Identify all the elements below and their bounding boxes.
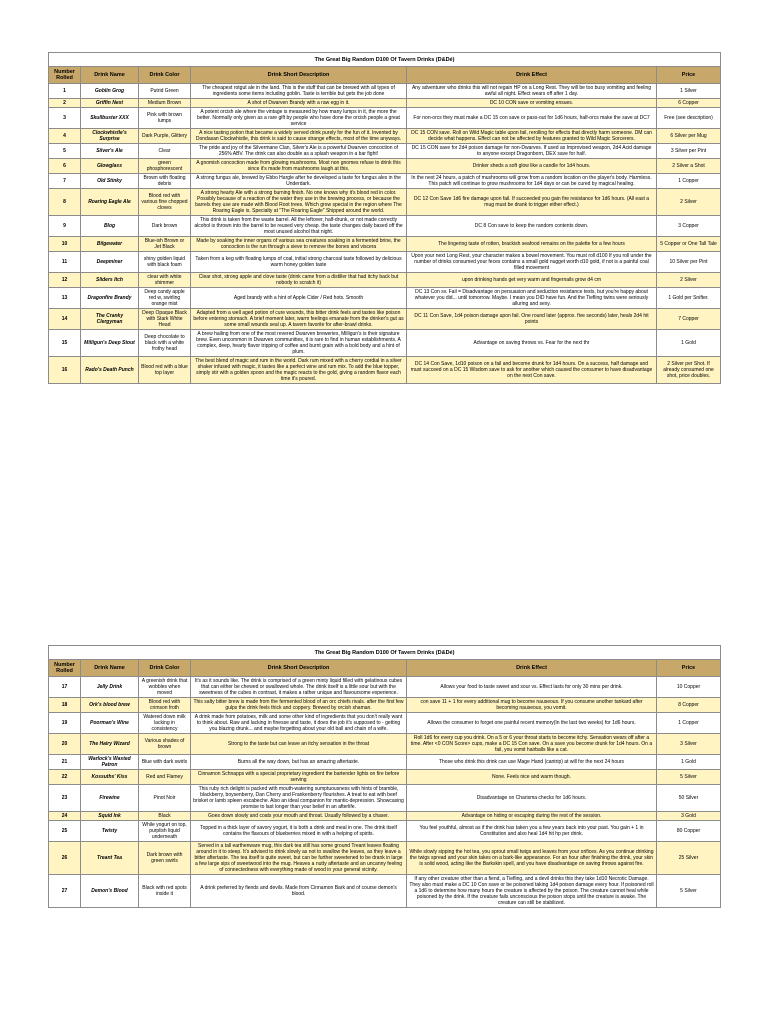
- table-row: [49, 698, 721, 713]
- drinks-table-page-1: [48, 52, 720, 384]
- drink-name: Roaring Eagle Ale: [81, 189, 139, 216]
- drink-name: Clockwhistle's Surprise: [81, 129, 139, 144]
- drink-color: Brown with floating debris: [139, 174, 191, 189]
- drink-name: Twisty: [81, 821, 139, 842]
- drink-effect: upon drinking hands get very warm and fingernails grow d4 cm: [407, 273, 657, 288]
- drink-effect: Drinker sheds a soft glow like a candle for 1d4 hours.: [407, 159, 657, 174]
- table-title: The Great Big Random D100 Of Tavern Drinks (D&Dé): [49, 646, 721, 660]
- drink-price: 10 Copper: [657, 677, 721, 698]
- drink-description: The cheapest rotgut ale in the land. This is the stuff that can be brewed with all types of ingredients some items including goblin. Taste is terrible but gets the job done: [191, 84, 407, 99]
- drink-price: 2 Silver: [657, 273, 721, 288]
- table-row: [49, 875, 721, 908]
- drink-description: Topped in a thick layer of savory yogurt, it is both a drink and meal in one. The drink itself contains the flavours of blueberries mixed in with a helping of spirits.: [191, 821, 407, 842]
- header-price: Price: [657, 660, 721, 677]
- header-drink-name: Drink Name: [81, 67, 139, 84]
- row-number: 25: [49, 821, 81, 842]
- drink-effect: con save 11 + 1 for every additional mug to become nauseous. If you consume another tankard after becoming nauseous, you vomit.: [407, 698, 657, 713]
- drink-effect: Disadvantage on Charisma checks for 1d6 hours.: [407, 785, 657, 812]
- drink-color: green phosphorescent: [139, 159, 191, 174]
- drink-description: The pride and joy of the Silvermane Clan, Silver's Ale is a powerful Dwarven concoction of 256% ABV. The drink can also double as a splash weapon in a bar fight!: [191, 144, 407, 159]
- row-number: 10: [49, 237, 81, 252]
- drink-description: The best blend of magic and rum in the world. Dark rum mixed with a cherry cordial in a silver shaker infused with magic, it tastes like a perfect wine and rum mix. To add the blue topper, simply stir with a golden spoon and the magic reacts to the gold, giving a random flavor each time it's poured.: [191, 357, 407, 384]
- drink-effect: Allows the consumer to forget one painful recent memory(In the last two weeks) for 1d6 hours.: [407, 713, 657, 734]
- drink-name: Sliders Itch: [81, 273, 139, 288]
- row-number: 20: [49, 734, 81, 755]
- drink-color: Blood red with various fine chopped cloves: [139, 189, 191, 216]
- drink-price: 80 Copper: [657, 821, 721, 842]
- row-number: 2: [49, 99, 81, 108]
- drink-description: Served in a tall earthenware mug, this dark tea still has some ground Treant leaves floating around in it to steep. It's advised to drink slowly as not to swallow the leaves, as they leave a bitter aftertaste. The tea itself is quite sweet, but can be further sweetened to be drank in large a few large sips of sweetwood into the mug. Heaves a nutty aftertaste and an uncanny feeling of connectedness with everything made of wood in your general vicinity.: [191, 842, 407, 875]
- drink-price: 7 Copper: [657, 309, 721, 330]
- table-row: [49, 189, 721, 216]
- drink-effect: None. Feels nice and warm though.: [407, 770, 657, 785]
- table-row: [49, 821, 721, 842]
- drink-color: Dark brown with green swirls: [139, 842, 191, 875]
- drink-name: The Hairy Wizard: [81, 734, 139, 755]
- drink-color: Medium Brown: [139, 99, 191, 108]
- drink-color: Blue-ish Brown or Jet Black: [139, 237, 191, 252]
- drink-color: Dark Purple, Glittery: [139, 129, 191, 144]
- drink-price: 1 Gold: [657, 330, 721, 357]
- drink-description: Aged brandy with a hint of Apple Cider / Red hots. Smooth: [191, 288, 407, 309]
- drink-price: 8 Copper: [657, 698, 721, 713]
- drink-color: Red and Flamey: [139, 770, 191, 785]
- row-number: 21: [49, 755, 81, 770]
- drink-price: 10 Silver per Pint: [657, 252, 721, 273]
- drink-effect: You feel youthful, almost as if the drink has taken you a few years back into your past. You gain + 1 in Constitution and also heal 1d4 hit hp per drink.: [407, 821, 657, 842]
- drink-color: Putrid Green: [139, 84, 191, 99]
- drink-price: Free (see description): [657, 108, 721, 129]
- drink-color: Deep Opaque Black with Stark White Head: [139, 309, 191, 330]
- header-effect: Drink Effect: [407, 67, 657, 84]
- drink-effect: Upon your next Long Rest, your character makes a bowel movement. You must roll d100 If you roll under the number of drinks consumed your feces contains a small gold nugget worth d10 gold, if not is a painful coal filled movement: [407, 252, 657, 273]
- header-description: Drink Short Description: [191, 660, 407, 677]
- table-row: [49, 734, 721, 755]
- drinks-table: [48, 52, 721, 384]
- table-row: [49, 108, 721, 129]
- row-number: 1: [49, 84, 81, 99]
- drink-description: A shot of Dwarven Brandy with a raw egg in it.: [191, 99, 407, 108]
- drink-name: Skullbuster XXX: [81, 108, 139, 129]
- drink-color: A greenish drink that wobbles when moved: [139, 677, 191, 698]
- row-number: 4: [49, 129, 81, 144]
- drink-effect: DC 10 CON save or vomiting ensues.: [407, 99, 657, 108]
- drink-description: Goes down slowly and coats your mouth and throat. Usually followed by a chaser.: [191, 812, 407, 821]
- drink-price: 6 Copper: [657, 99, 721, 108]
- drink-description: Taken from a keg with floating lumps of coal, initial strong charcoal taste followed by delicious warm honey golden taste: [191, 252, 407, 273]
- header-price: Price: [657, 67, 721, 84]
- drink-name: Milligun's Deep Stout: [81, 330, 139, 357]
- drink-color: Blue with dark swirls: [139, 755, 191, 770]
- drink-name: Old Stinky: [81, 174, 139, 189]
- row-number: 11: [49, 252, 81, 273]
- table-row: [49, 288, 721, 309]
- drink-price: 3 Silver: [657, 734, 721, 755]
- header-number: Number Rolled: [49, 67, 81, 84]
- drink-name: Poorman's Wine: [81, 713, 139, 734]
- drink-effect: Those who drink this drink can use Mage Hand (cantrip) at will for the next 24 hours: [407, 755, 657, 770]
- drink-effect: DC 13 Con sv. Fail = Disadvantage on persuasion and seduction resistance tests, but you're happy about whatever you did... until tomorrow. Maybe. I mean you DID have fun. And the Tiefling twins were seriously alluring and sexy.: [407, 288, 657, 309]
- drink-color: Pinot Noir: [139, 785, 191, 812]
- drink-price: 3 Copper: [657, 216, 721, 237]
- drink-price: 1 Gold: [657, 755, 721, 770]
- drink-name: Dragonfire Brandy: [81, 288, 139, 309]
- drink-name: Blog: [81, 216, 139, 237]
- table-row: [49, 237, 721, 252]
- drink-description: A nice tasting potion that became a widely served drink purely for the fun of it. Invented by Dondasan Clockwhistle, this drink is said to cause strange effects, most of the time anyways.: [191, 129, 407, 144]
- drink-color: Deep chocolate to black with a white frothy head: [139, 330, 191, 357]
- drink-color: Black: [139, 812, 191, 821]
- drink-effect: DC 8 Con save to keep the random contents down.: [407, 216, 657, 237]
- drink-color: Watered down milk lacking in consistency: [139, 713, 191, 734]
- drinks-table: [48, 645, 721, 908]
- table-row: [49, 309, 721, 330]
- drink-price: 1 Silver: [657, 84, 721, 99]
- drink-color: Dark brown: [139, 216, 191, 237]
- table-row: [49, 330, 721, 357]
- drink-name: Griffin Nest: [81, 99, 139, 108]
- drink-color: Black with red spots inside it: [139, 875, 191, 908]
- drink-description: Burns all the way down, but has an amazing aftertaste.: [191, 755, 407, 770]
- row-number: 5: [49, 144, 81, 159]
- drink-name: Jelly Drink: [81, 677, 139, 698]
- drink-description: A potent orcish ale where the vintage is measured by how many lumps in it, the more the better. Normally only given as a rare gift by people who have done the orcish people a great service: [191, 108, 407, 129]
- drink-description: This ruby rich delight is packed with mouth-watering sumptuousness with hints of bramble, blackberry, boysenberry, Dan Cherry and Frankenberry flourishes. A treat to eat with beef brisket or lamb spleen escabeche. Also an ideal companion for mantic-depression. Showcasing promise to last longer than your belief in an afterlife.: [191, 785, 407, 812]
- drink-effect: Any adventurer who drinks this will not regain HP on a Long Rest. They will be too busy vomiting and feeling awful all night. Effect wears off after 1 day.: [407, 84, 657, 99]
- drink-name: Bilgewater: [81, 237, 139, 252]
- table-row: [49, 713, 721, 734]
- row-number: 7: [49, 174, 81, 189]
- header-drink-color: Drink Color: [139, 660, 191, 677]
- drink-price: 25 Silver: [657, 842, 721, 875]
- drink-effect: While slowly sipping the hot tea, you sprout small twigs and leaves from your orifices. As you continue drinking the twigs spread and your skin takes on a bark-like appearance. For an hour after finishing the drink, your skin is solid wood, acting like the Barkskin spell, and you have disadvantage on saving throws against fire.: [407, 842, 657, 875]
- table-row: [49, 216, 721, 237]
- row-number: 13: [49, 288, 81, 309]
- drink-name: Goblin Grog: [81, 84, 139, 99]
- drinks-table-page-2: [48, 645, 720, 908]
- row-number: 15: [49, 330, 81, 357]
- drink-name: Warlock's Wasted Patron: [81, 755, 139, 770]
- row-number: 19: [49, 713, 81, 734]
- row-number: 3: [49, 108, 81, 129]
- drink-description: A strong fungus ale, brewed by Ebbo Hargle after he developed a taste for fungus ales in the Underdark.: [191, 174, 407, 189]
- drink-price: 50 Silver: [657, 785, 721, 812]
- drink-color: Blood red with a blue top layer: [139, 357, 191, 384]
- table-row: [49, 84, 721, 99]
- table-row: [49, 273, 721, 288]
- drink-description: A strong hearty Ale with a strong burning finish. No one knows why it's blood red in color. Possibly because of a reaction of the water they use in the brewing process, or because the barrels they use are made with Blood Root trees. Which grow special in the region where The Roaring Eagle is. Specialty at "The Roaring Eagle" Shipped around the world.: [191, 189, 407, 216]
- drink-price: 2 Silver a Shot: [657, 159, 721, 174]
- drink-effect: DC 11 Con Save, 1d4 poison damage upon fail. One round later (approx. five seconds) later, heals 2d4 hit points: [407, 309, 657, 330]
- table-row: [49, 785, 721, 812]
- drink-color: Pink with brown lumps: [139, 108, 191, 129]
- row-number: 16: [49, 357, 81, 384]
- drink-name: Deepminer: [81, 252, 139, 273]
- drink-effect: The lingering taste of rotten, brackish seafood remains on the palette for a few hours: [407, 237, 657, 252]
- header-drink-color: Drink Color: [139, 67, 191, 84]
- row-number: 27: [49, 875, 81, 908]
- row-number: 23: [49, 785, 81, 812]
- drink-price: 5 Silver: [657, 875, 721, 908]
- drink-description: A drink preferred by fiends and devils. Made from Cinnamon Bark and of course demon's blood.: [191, 875, 407, 908]
- row-number: 22: [49, 770, 81, 785]
- header-drink-name: Drink Name: [81, 660, 139, 677]
- drink-effect: If any other creature other than a fiend, a Tiefling, and a devil drinks this they take 1d10 Necrotic Damage. They also must make a DC 10 Con save or be poisoned taking 1d4 poison damage every hour. If poisoned roll a 1d6 to determine how many hours the creature is affected by the poison. The creature cannot heal while poisoned by the drink. If the creature fails unconscious the poison stops until the creature is awake. The creature can still be stabilized.: [407, 875, 657, 908]
- drink-price: 3 Silver per Pint: [657, 144, 721, 159]
- drink-effect: For non-orcs they must make a DC 15 con save or pass-out for 1d6 hours, half-orcs make the save at DC7: [407, 108, 657, 129]
- row-number: 14: [49, 309, 81, 330]
- table-row: [49, 357, 721, 384]
- drink-price: 5 Copper or One Tall Tale: [657, 237, 721, 252]
- drink-name: The Cranky Clergyman: [81, 309, 139, 330]
- drink-price: 3 Gold: [657, 812, 721, 821]
- drink-price: 1 Gold per Snifter.: [657, 288, 721, 309]
- drink-price: 1 Copper: [657, 174, 721, 189]
- header-number: Number Rolled: [49, 660, 81, 677]
- drink-name: Ork's blood brew: [81, 698, 139, 713]
- drink-description: Cinnamon Schnapps with a special proprietary ingredient the bartender lights on fire before serving: [191, 770, 407, 785]
- drink-description: Strong to the taste but can leave an itchy sensation in the throat: [191, 734, 407, 755]
- drink-effect: Allows your food to taste sweet and sour vs. Effect lasts for only 30 mins per drink.: [407, 677, 657, 698]
- table-row: [49, 842, 721, 875]
- drink-name: Treant Tea: [81, 842, 139, 875]
- row-number: 18: [49, 698, 81, 713]
- drink-effect: DC 14 Con Save, 1d10 poison on a fail and become drunk for 1d4 hours. On a success, half damage and must succeed on a DC 15 Wisdom save to ask for another which caused the consumer to have disadvantage on the next Con save.: [407, 357, 657, 384]
- table-row: [49, 99, 721, 108]
- drink-name: Squid Ink: [81, 812, 139, 821]
- header-effect: Drink Effect: [407, 660, 657, 677]
- drink-description: This salty bitter brew is made from the fermented blood of an orc chiefs rivals. after the first few gulps the drink feels thick and coppery. Brewed by orcish shaman.: [191, 698, 407, 713]
- table-row: [49, 812, 721, 821]
- drink-color: Blood red with crimson froth: [139, 698, 191, 713]
- table-row: [49, 159, 721, 174]
- drink-effect: Advantage on hiding or escaping during the rest of the session.: [407, 812, 657, 821]
- row-number: 8: [49, 189, 81, 216]
- drink-name: Rado's Death Punch: [81, 357, 139, 384]
- row-number: 9: [49, 216, 81, 237]
- drink-name: Kossuths' Kiss: [81, 770, 139, 785]
- drink-name: Demon's Blood: [81, 875, 139, 908]
- header-description: Drink Short Description: [191, 67, 407, 84]
- drink-price: 1 Copper: [657, 713, 721, 734]
- table-row: [49, 755, 721, 770]
- drink-effect: DC 15 CON save for 2d4 poison damage for non-Dwarves. If used as Improvised weapon, 2d4 Acid damage to anyone except Dragonborn, DEX save for half.: [407, 144, 657, 159]
- drink-effect: DC 12 Con Save 1d6 fire damage upon fail. If succeeded you gain fire resistance for 1d6 hours. (All east a mug must be drank to trigger either effect.): [407, 189, 657, 216]
- drink-name: Silver's Ale: [81, 144, 139, 159]
- table-row: [49, 252, 721, 273]
- drink-color: Various shades of brown: [139, 734, 191, 755]
- table-row: [49, 677, 721, 698]
- drink-description: A brew hailing from one of the most revered Dwarven breweries, Milligun's is their signature brew. Even uncommon in Dwarven communities, it is rare to find in human establishments. A complex, deep, hearty flavor tripping of coffee and burnt grain with a bold body and a hint of plum.: [191, 330, 407, 357]
- drink-color: Deep candy apple red w, swirling orange mist: [139, 288, 191, 309]
- drink-name: Firewine: [81, 785, 139, 812]
- drink-description: A gnomish concoction made from glowing mushrooms. Most non gnomes refuse to drink this since it's made from mushrooms laugh at this.: [191, 159, 407, 174]
- drink-price: 5 Silver: [657, 770, 721, 785]
- table-row: [49, 144, 721, 159]
- drink-name: Glowglass: [81, 159, 139, 174]
- table-row: [49, 129, 721, 144]
- drink-description: This drink is taken from the waste barrel. All the leftover, half-drunk, or not made correctly alcohol is thrown into the barrel to be reused very cheap. the taste changes daily based off the most unused alcohol that night.: [191, 216, 407, 237]
- drink-effect: Advantage on saving throws vs. Fear for the next thr: [407, 330, 657, 357]
- drink-description: Made by soaking the inner organs of various sea creatures soaking in a fermented brine, the concoction is the run through a sieve to remove the bones and viscera: [191, 237, 407, 252]
- row-number: 17: [49, 677, 81, 698]
- drink-description: It's as it sounds like. The drink is comprised of a green minty liquid filled with gelatinous cubes that can either be chewed or swallowed whole. The drink itself is a little sour but with the sweetness of the cubes in contrast, it makes a rather unique and flavoursome experience.: [191, 677, 407, 698]
- row-number: 26: [49, 842, 81, 875]
- drink-color: While yogurt on top, purplish liquid underneath: [139, 821, 191, 842]
- table-row: [49, 770, 721, 785]
- drink-price: 2 Silver per Shot. If already consumed one shot, price doubles.: [657, 357, 721, 384]
- drink-color: clear with white shimmer: [139, 273, 191, 288]
- drink-price: 6 Silver per Mug: [657, 129, 721, 144]
- drink-color: Clear: [139, 144, 191, 159]
- table-title: The Great Big Random D100 Of Tavern Drinks (D&Dé): [49, 53, 721, 67]
- row-number: 6: [49, 159, 81, 174]
- drink-effect: In the next 24 hours, a patch of mushrooms will grow from a random location on the player's body. Harmless. This patch will continue to grow mushrooms for 1d4 days or can be cured by magical healing.: [407, 174, 657, 189]
- row-number: 24: [49, 812, 81, 821]
- drink-description: Clear shot, strong apple and clove taste (drink came from a distiller that had itchy back but nobody to scratch it): [191, 273, 407, 288]
- drink-price: 2 Silver: [657, 189, 721, 216]
- drink-description: Adapted from a well aged potion of cure wounds, this bitter drink feels and tastes like poison before entering stomach. A brief moment later, warm feelings emanate from the drinker's gut as some small wounds seal up. A tavern favorite for after-brawl drinks.: [191, 309, 407, 330]
- drink-color: shiny golden liquid with black foam: [139, 252, 191, 273]
- drink-effect: DC 15 CON save. Roll on Wild Magic table upon fail, rerolling for effects that directly harm someone. DM can decide what happens. Effect can not be affected by features granted to Wild Magic Sorcerers.: [407, 129, 657, 144]
- drink-effect: Roll 1d6 for every cup you drink. On a 5 or 6 your throat starts to become itchy. Sensation wears off after a time. After <0 CON Score> cups, make a DC 15 Con save. On a save you become drunk for 1d4 hours. On a fail, you vomit hairballs like a cat.: [407, 734, 657, 755]
- table-row: [49, 174, 721, 189]
- row-number: 12: [49, 273, 81, 288]
- drink-description: A drink made from potatoes, milk and some other kind of ingredients that you don't really want to think about. Raw and lacking in finesse and taste, it does the job it's supposed to - getting you blazing drunk... and maybe forgetting about your old ball and chain of a wife.: [191, 713, 407, 734]
